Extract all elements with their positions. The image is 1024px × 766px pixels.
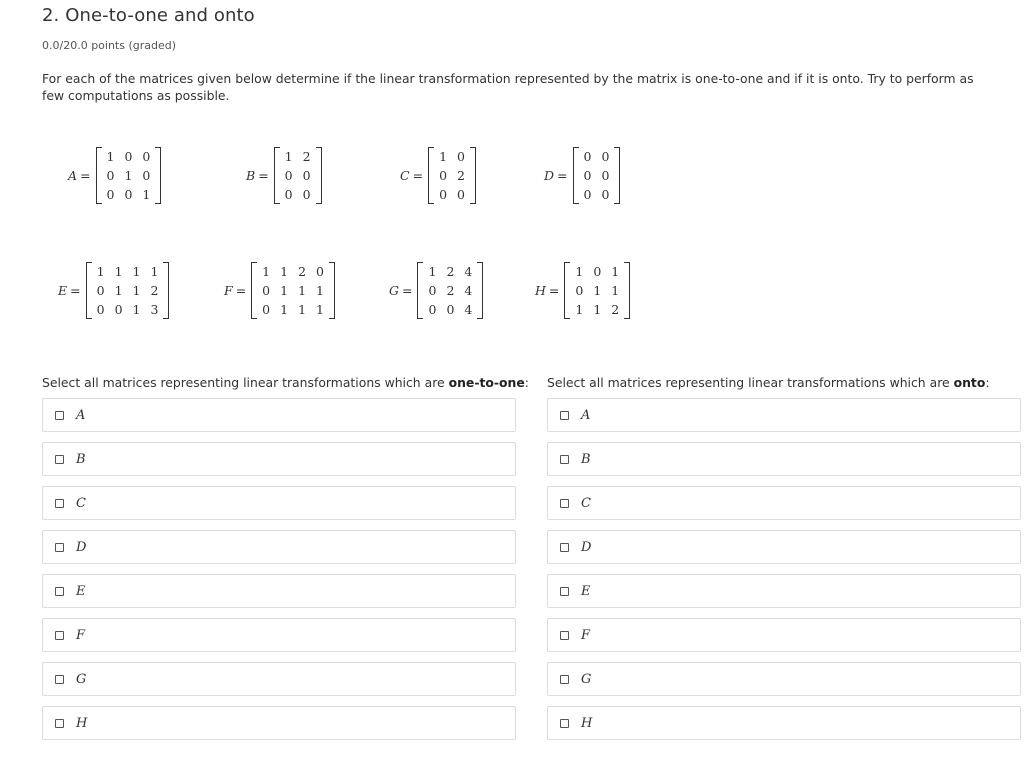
one-to-one-option-c[interactable]	[42, 486, 516, 520]
matrix-entry: 0	[316, 264, 324, 279]
matrix-entry: 0	[601, 149, 610, 164]
matrix-row	[280, 185, 316, 204]
matrix-brackets	[417, 262, 483, 319]
matrix-name: E	[58, 283, 68, 298]
instructions: For each of the matrices given below determine if the linear transformation represented by the matrix is one-to-one and if it is onto. Try to perform as few computations as possible.	[42, 71, 974, 103]
checkbox[interactable]	[560, 719, 569, 728]
matrix-entry: 0	[457, 149, 465, 164]
checkbox[interactable]	[55, 631, 64, 640]
matrix-entries	[280, 147, 316, 204]
matrix-entry: 0	[106, 187, 115, 202]
matrix-row	[570, 300, 624, 319]
onto-option-e[interactable]	[547, 574, 1021, 608]
matrix-name: H	[535, 283, 546, 298]
equals-sign: =	[557, 168, 568, 183]
matrix-entry: 1	[132, 302, 141, 317]
matrix-entry: 1	[593, 283, 602, 298]
matrix-entries	[434, 147, 470, 204]
option-label: G	[76, 671, 87, 687]
option-label: C	[581, 495, 591, 511]
one-to-one-option-g[interactable]	[42, 662, 516, 696]
checkbox[interactable]	[55, 455, 64, 464]
matrix-entry: 1	[298, 302, 307, 317]
option-label: C	[76, 495, 86, 511]
matrix-a	[68, 147, 161, 204]
one-to-one-option-f[interactable]	[42, 618, 516, 652]
option-label: B	[581, 451, 591, 467]
equals-sign: =	[70, 283, 81, 298]
matrix-name: F	[224, 283, 233, 298]
matrix-row	[92, 300, 164, 319]
matrix-entry: 1	[262, 264, 271, 279]
matrix-entry: 0	[284, 187, 293, 202]
matrix-entry: 1	[611, 264, 620, 279]
equals-sign: =	[412, 168, 424, 183]
matrix-brackets	[251, 262, 335, 319]
matrix-entry: 1	[575, 302, 584, 317]
matrix-entry: 0	[439, 168, 448, 183]
matrix-brackets	[564, 262, 630, 319]
matrix-brackets	[86, 262, 170, 319]
option-label: E	[581, 583, 591, 599]
matrix-row	[423, 300, 477, 319]
checkbox[interactable]	[560, 455, 569, 464]
matrix-entry: 4	[464, 283, 473, 298]
matrix-entry: 0	[262, 302, 271, 317]
matrix-entry: 1	[132, 264, 141, 279]
option-label: H	[581, 715, 593, 731]
matrix-entry: 2	[302, 149, 311, 164]
matrix-entry: 1	[316, 283, 324, 298]
matrix-row	[280, 147, 316, 166]
matrix-name: C	[400, 168, 410, 183]
matrix-row	[102, 166, 156, 185]
matrix-entry: 0	[575, 283, 584, 298]
one-to-one-option-d[interactable]	[42, 530, 516, 564]
matrix-name: G	[389, 283, 399, 298]
onto-options	[547, 398, 1021, 750]
matrix-entry: 0	[262, 283, 271, 298]
matrix-row	[423, 262, 477, 281]
checkbox[interactable]	[560, 587, 569, 596]
matrix-entry: 1	[114, 264, 123, 279]
matrix-entry: 2	[457, 168, 465, 183]
option-label: D	[581, 539, 592, 555]
matrix-name: A	[68, 168, 78, 183]
one-to-one-option-a[interactable]	[42, 398, 516, 432]
matrix-row	[257, 300, 329, 319]
onto-option-b[interactable]	[547, 442, 1021, 476]
matrix-entries	[579, 147, 615, 204]
option-label: F	[581, 627, 591, 643]
equals-sign: =	[235, 283, 247, 298]
matrix-entries	[92, 262, 164, 319]
matrix-entry: 0	[601, 168, 610, 183]
onto-option-h[interactable]	[547, 706, 1021, 740]
checkbox[interactable]	[560, 411, 569, 420]
checkbox[interactable]	[55, 543, 64, 552]
matrix-name: D	[544, 168, 555, 183]
matrix-row	[570, 262, 624, 281]
checkbox[interactable]	[55, 719, 64, 728]
checkbox[interactable]	[560, 631, 569, 640]
matrix-row	[102, 185, 156, 204]
matrix-g	[389, 262, 483, 319]
matrix-entry: 0	[142, 149, 151, 164]
matrix-entry: 1	[150, 264, 159, 279]
matrix-entries	[570, 262, 624, 319]
matrix-brackets	[274, 147, 322, 204]
checkbox[interactable]	[55, 587, 64, 596]
matrix-row	[570, 281, 624, 300]
matrix-entry: 0	[302, 187, 311, 202]
equals-sign: =	[80, 168, 91, 183]
matrix-d	[544, 147, 620, 204]
matrix-entry: 4	[464, 302, 473, 317]
matrix-entry: 0	[583, 187, 592, 202]
matrix-entry: 0	[284, 168, 293, 183]
matrix-entry: 1	[428, 264, 437, 279]
matrix-row	[434, 185, 470, 204]
matrix-row	[434, 166, 470, 185]
matrix-entry: 0	[583, 168, 592, 183]
matrix-brackets	[96, 147, 162, 204]
matrix-row	[257, 281, 329, 300]
checkbox[interactable]	[560, 675, 569, 684]
option-label: B	[76, 451, 86, 467]
matrix-entry: 1	[593, 302, 602, 317]
matrix-entry: 2	[446, 264, 455, 279]
matrix-entry: 0	[428, 302, 437, 317]
matrix-entries	[102, 147, 156, 204]
matrix-entry: 1	[96, 264, 105, 279]
matrix-entry: 1	[298, 283, 307, 298]
option-label: D	[76, 539, 87, 555]
matrix-entry: 0	[593, 264, 602, 279]
equals-sign: =	[402, 283, 413, 298]
option-label: A	[581, 407, 591, 423]
one-to-one-option-e[interactable]	[42, 574, 516, 608]
option-label: G	[581, 671, 592, 687]
matrix-entry: 1	[611, 283, 620, 298]
matrix-brackets	[573, 147, 621, 204]
question-title: 2. One-to-one and onto	[42, 5, 255, 26]
matrix-entry: 0	[96, 283, 105, 298]
one-to-one-option-h[interactable]	[42, 706, 516, 740]
onto-option-d[interactable]	[547, 530, 1021, 564]
matrix-entry: 1	[284, 149, 293, 164]
one-to-one-option-b[interactable]	[42, 442, 516, 476]
checkbox[interactable]	[560, 499, 569, 508]
matrix-entry: 0	[124, 187, 133, 202]
matrix-entry: 0	[457, 187, 465, 202]
points-status: 0.0/20.0 points (graded)	[42, 39, 177, 52]
equals-sign: =	[548, 283, 560, 298]
matrix-entry: 2	[298, 264, 307, 279]
matrix-row	[579, 166, 615, 185]
matrix-entry: 0	[428, 283, 437, 298]
matrix-entry: 3	[150, 302, 159, 317]
onto-option-g[interactable]	[547, 662, 1021, 696]
matrix-entry: 1	[439, 149, 448, 164]
matrix-f	[224, 262, 335, 319]
matrix-entry: 0	[142, 168, 151, 183]
onto-option-c[interactable]	[547, 486, 1021, 520]
matrix-entry: 0	[302, 168, 311, 183]
option-label: F	[76, 627, 86, 643]
matrix-entry: 0	[439, 187, 448, 202]
matrix-entry: 0	[106, 168, 115, 183]
checkbox[interactable]	[55, 411, 64, 420]
matrix-entry: 4	[464, 264, 473, 279]
equals-sign: =	[258, 168, 269, 183]
matrix-name: B	[246, 168, 256, 183]
matrix-row	[579, 147, 615, 166]
matrix-b	[246, 147, 322, 204]
matrix-entries	[423, 262, 477, 319]
matrix-entry: 1	[575, 264, 584, 279]
checkbox[interactable]	[560, 543, 569, 552]
matrix-entry: 2	[150, 283, 159, 298]
matrix-entry: 1	[280, 264, 289, 279]
matrix-entry: 1	[280, 302, 289, 317]
matrix-entry: 1	[106, 149, 115, 164]
matrix-entry: 0	[114, 302, 123, 317]
option-label: H	[76, 715, 88, 731]
matrix-brackets	[428, 147, 476, 204]
matrix-entry: 1	[280, 283, 289, 298]
matrix-entry: 0	[583, 149, 592, 164]
option-label: A	[76, 407, 86, 423]
matrix-entry: 0	[124, 149, 133, 164]
matrix-row	[579, 185, 615, 204]
matrix-row	[92, 262, 164, 281]
matrix-entry: 1	[316, 302, 324, 317]
matrix-row	[102, 147, 156, 166]
matrix-entry: 2	[446, 283, 455, 298]
matrix-h	[535, 262, 630, 319]
matrix-entry: 1	[132, 283, 141, 298]
matrix-row	[423, 281, 477, 300]
onto-keyword: onto	[953, 375, 986, 390]
one-to-one-options	[42, 398, 516, 750]
matrix-entry: 1	[114, 283, 123, 298]
onto-option-f[interactable]	[547, 618, 1021, 652]
matrix-entry: 1	[124, 168, 133, 183]
matrix-entry: 0	[96, 302, 105, 317]
matrix-row	[257, 262, 329, 281]
matrix-entry: 0	[446, 302, 455, 317]
onto-label: Select all matrices representing linear transformations which are onto:	[547, 375, 990, 390]
matrix-entry: 2	[611, 302, 620, 317]
matrix-row	[280, 166, 316, 185]
matrix-row	[434, 147, 470, 166]
matrix-c	[400, 147, 476, 204]
matrix-entry: 0	[601, 187, 610, 202]
one-to-one-label: Select all matrices representing linear transformations which are one-to-one:	[42, 375, 529, 390]
checkbox[interactable]	[55, 675, 64, 684]
checkbox[interactable]	[55, 499, 64, 508]
onto-option-a[interactable]	[547, 398, 1021, 432]
matrix-entries	[257, 262, 329, 319]
matrix-row	[92, 281, 164, 300]
option-label: E	[76, 583, 86, 599]
matrix-e	[58, 262, 169, 319]
matrix-entry: 1	[142, 187, 151, 202]
one-to-one-keyword: one-to-one	[448, 375, 525, 390]
